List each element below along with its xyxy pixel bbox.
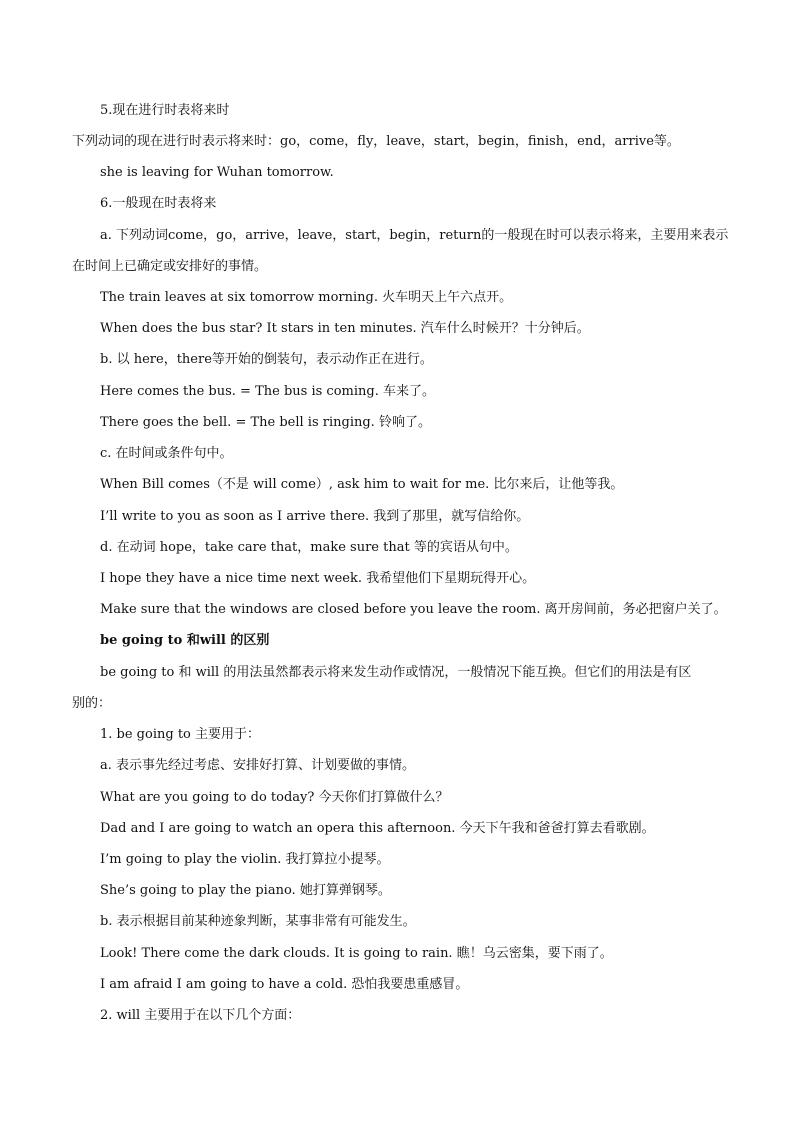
subheading: 1. be going to 主要用于：: [100, 727, 260, 742]
rule-item: a. 表示事先经过考虑、安排好打算、计划要做的事情。: [100, 758, 416, 773]
heading-simple-present-future: 6.一般现在时表将来: [100, 196, 217, 211]
rule-item: b. 表示根据目前某种迹象判断，某事非常有可能发生。: [100, 914, 416, 929]
example-sentence: I am afraid I am going to have a cold. 恐怕我要患重感冒。: [100, 977, 469, 992]
paragraph: be going to 和 will 的用法虽然都表示将来发生动作或情况，一般情况下能互换。但它们的用法是有区: [100, 665, 692, 680]
subheading: 2. will 主要用于在以下几个方面：: [100, 1008, 301, 1023]
example-sentence: When Bill comes（不是 will come）, ask him to wait for me. 比尔来后，让他等我。: [100, 477, 624, 492]
example-sentence: She’s going to play the piano. 她打算弹钢琴。: [100, 883, 391, 898]
example-sentence: When does the bus star? It stars in ten minutes. 汽车什么时候开？十分钟后。: [100, 321, 590, 336]
example-sentence: What are you going to do today? 今天你们打算做什么？: [100, 790, 449, 805]
example-sentence: I hope they have a nice time next week. 我希望他们下星期玩得开心。: [100, 571, 536, 586]
paragraph: a. 下列动词come，go，arrive，leave，start，begin，return的一般现在时可以表示将来，主要用来表示: [100, 228, 729, 243]
example-sentence: Dad and I are going to watch an opera this afternoon. 今天下午我和爸爸打算去看歌剧。: [100, 821, 655, 836]
example-sentence: I’m going to play the violin. 我打算拉小提琴。: [100, 852, 390, 867]
rule-item: d. 在动词 hope，take care that，make sure that 等的宾语从句中。: [100, 540, 518, 555]
example-sentence: There goes the bell. = The bell is ringing. 铃响了。: [100, 415, 431, 430]
example-sentence: I’ll write to you as soon as I arrive there. 我到了那里，就写信给你。: [100, 509, 530, 524]
rule-item: b. 以 here，there等开始的倒装句，表示动作正在进行。: [100, 352, 433, 367]
rule-item: c. 在时间或条件句中。: [100, 446, 233, 461]
paragraph-continuation: 在时间上已确定或安排好的事情。: [72, 259, 268, 274]
paragraph-continuation: 别的：: [72, 696, 112, 711]
example-sentence: Here comes the bus. = The bus is coming. 车来了。: [100, 384, 435, 399]
heading-present-progressive-future: 5.现在进行时表将来时: [100, 103, 230, 118]
paragraph: 下列动词的现在进行时表示将来时：go，come，fly，leave，start，begin，finish，end，arrive等。: [72, 134, 680, 149]
example-sentence: she is leaving for Wuhan tomorrow.: [100, 165, 334, 180]
section-heading-be-going-to-vs-will: be going to 和will 的区别: [100, 633, 270, 648]
example-sentence: Make sure that the windows are closed before you leave the room. 离开房间前，务必把窗户关了。: [100, 602, 727, 617]
example-sentence: Look! There come the dark clouds. It is going to rain. 瞧！乌云密集，要下雨了。: [100, 946, 613, 961]
example-sentence: The train leaves at six tomorrow morning. 火车明天上午六点开。: [100, 290, 513, 305]
